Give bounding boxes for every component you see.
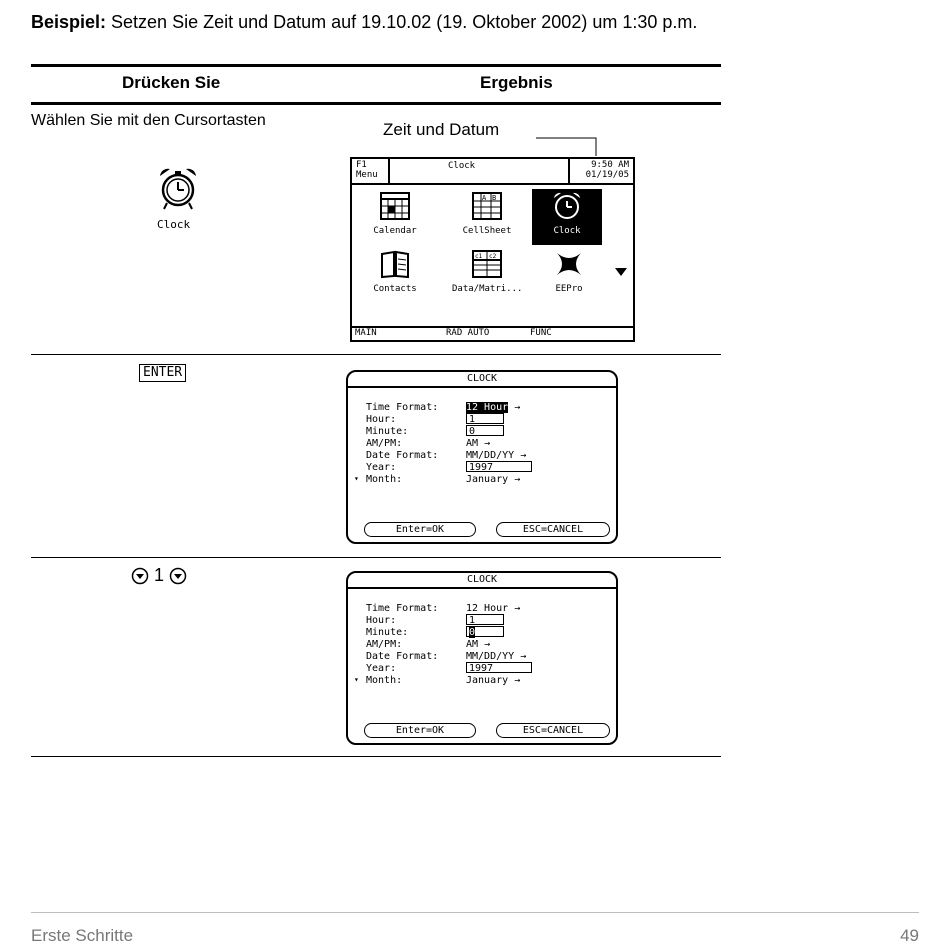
scroll-down-triangle-icon: ▾ <box>354 675 359 684</box>
app-clock-selected[interactable] <box>532 189 602 245</box>
am-pm-value: AM <box>466 438 479 449</box>
year-field[interactable] <box>466 662 532 674</box>
app-contacts[interactable] <box>360 249 430 294</box>
label-date-format: Date Format: <box>366 651 439 662</box>
am-pm-select[interactable] <box>466 438 490 449</box>
label-month: Month: <box>366 474 403 485</box>
minute-field[interactable] <box>466 626 504 638</box>
am-pm-value: AM <box>466 639 479 650</box>
app-eepro[interactable] <box>534 249 604 294</box>
right-arrow-icon: → <box>514 675 521 686</box>
table-top-rule <box>31 64 721 67</box>
am-pm-select[interactable] <box>466 639 490 650</box>
date-format-value: MM/DD/YY <box>466 651 515 662</box>
label-am-pm: AM/PM: <box>366 639 403 650</box>
app-label: CellSheet <box>462 226 512 236</box>
label-year: Year: <box>366 462 397 473</box>
dialog-title: CLOCK <box>348 372 616 388</box>
status-graph: FUNC <box>530 328 552 338</box>
date-format-value: MM/DD/YY <box>466 450 515 461</box>
month-select[interactable] <box>466 675 520 686</box>
data-matrix-icon <box>471 249 503 279</box>
label-am-pm: AM/PM: <box>366 438 403 449</box>
time-format-select[interactable] <box>466 603 520 614</box>
label-date-format: Date Format: <box>366 450 439 461</box>
address-book-icon <box>379 249 411 279</box>
app-cellsheet[interactable] <box>452 191 522 236</box>
right-arrow-icon: → <box>520 651 527 662</box>
label-time-format: Time Format: <box>366 603 439 614</box>
keystroke-digit: 1 <box>154 565 165 585</box>
footer-section: Erste Schritte <box>31 926 134 945</box>
label-year: Year: <box>366 663 397 674</box>
header-bottom-rule <box>31 102 721 105</box>
spreadsheet-icon <box>471 191 503 221</box>
date-format-select[interactable] <box>466 450 526 461</box>
hour-value: 1 <box>466 614 504 625</box>
footer-rule <box>31 912 919 913</box>
right-arrow-icon: → <box>484 639 491 650</box>
row-divider <box>31 557 721 558</box>
right-arrow-icon: → <box>514 474 521 485</box>
year-value: 1997 <box>466 662 532 673</box>
eepro-star-icon <box>553 249 585 279</box>
year-field[interactable] <box>466 461 532 473</box>
footer-page-number: 49 <box>900 926 919 945</box>
dialog-title: CLOCK <box>348 573 616 589</box>
minute-field[interactable] <box>466 425 504 437</box>
minute-value: 0 <box>466 626 504 637</box>
desktop-time: 9:50 AM <box>591 160 629 170</box>
press-cell-1: Wählen Sie mit den Cursortasten <box>31 112 266 129</box>
alarm-clock-icon <box>155 165 201 211</box>
time-format-select[interactable] <box>466 402 520 413</box>
calendar-icon <box>379 191 411 221</box>
month-select[interactable] <box>466 474 520 485</box>
col-header-press: Drücken Sie <box>122 73 221 92</box>
callout-label: Zeit und Datum <box>383 120 500 139</box>
date-format-select[interactable] <box>466 651 526 662</box>
status-mode: MAIN <box>355 328 377 338</box>
app-label: Data/Matri... <box>452 284 523 294</box>
example-intro <box>31 12 697 33</box>
f1-menu-tab[interactable] <box>356 160 378 180</box>
cursor-down-icon <box>169 567 187 585</box>
label-time-format: Time Format: <box>366 402 439 413</box>
minute-value: 0 <box>466 425 504 436</box>
callout-leader-line <box>534 136 604 158</box>
label-hour: Hour: <box>366 615 397 626</box>
month-value: January <box>466 675 509 686</box>
app-label: EEPro <box>555 284 583 294</box>
alarm-clock-icon <box>551 191 583 221</box>
svg-text:c1: c1 <box>475 253 483 260</box>
row-divider <box>31 354 721 355</box>
label-minute: Minute: <box>366 627 409 638</box>
enter-key: ENTER <box>139 364 186 382</box>
svg-text:c2: c2 <box>489 253 497 260</box>
clock-icon-label: Clock <box>157 218 191 231</box>
esc-cancel-button[interactable]: ESC=CANCEL <box>496 522 610 537</box>
scroll-down-triangle-icon: ▾ <box>354 474 359 483</box>
hour-field[interactable] <box>466 614 504 626</box>
desktop-clock <box>586 160 629 180</box>
desktop-date: 01/19/05 <box>585 170 629 180</box>
f1-label: F1 <box>356 160 367 170</box>
clock-dialog <box>346 571 618 745</box>
app-label: Clock <box>553 226 581 236</box>
desktop-title: Clock <box>448 161 476 171</box>
clock-dialog <box>346 370 618 544</box>
time-format-value: 12 Hour <box>466 603 509 614</box>
col-header-result: Ergebnis <box>480 73 553 92</box>
app-data-matrix[interactable] <box>452 249 522 294</box>
status-bar <box>352 326 633 340</box>
scroll-down-arrow-icon[interactable] <box>614 267 628 277</box>
right-arrow-icon: → <box>514 603 521 614</box>
keystroke-sequence <box>131 565 187 586</box>
cursor-down-icon <box>131 567 149 585</box>
example-label: Beispiel: <box>31 12 107 32</box>
label-minute: Minute: <box>366 426 409 437</box>
svg-text:A: A <box>482 194 487 202</box>
hour-field[interactable] <box>466 413 504 425</box>
toolbar-divider <box>568 159 570 183</box>
label-hour: Hour: <box>366 414 397 425</box>
esc-cancel-button[interactable]: ESC=CANCEL <box>496 723 610 738</box>
hour-value: 1 <box>466 413 504 424</box>
desktop-toolbar <box>352 159 633 185</box>
app-label: Calendar <box>373 226 417 236</box>
time-format-value: 12 Hour <box>466 402 509 413</box>
example-text: Setzen Sie Zeit und Datum auf 19.10.02 (19. Oktober 2002) um 1:30 p.m. <box>106 12 698 32</box>
label-month: Month: <box>366 675 403 686</box>
enter-ok-button[interactable]: Enter=OK <box>364 723 476 738</box>
app-label: Contacts <box>373 284 417 294</box>
apps-desktop-screen <box>350 157 635 342</box>
right-arrow-icon: → <box>484 438 491 449</box>
app-calendar[interactable] <box>360 191 430 236</box>
month-value: January <box>466 474 509 485</box>
right-arrow-icon: → <box>520 450 527 461</box>
status-angle: RAD AUTO <box>446 328 490 338</box>
toolbar-divider <box>388 159 390 183</box>
year-value: 1997 <box>466 461 532 472</box>
enter-ok-button[interactable]: Enter=OK <box>364 522 476 537</box>
svg-text:B: B <box>492 194 497 202</box>
f1-sub-label: Menu <box>356 170 378 180</box>
right-arrow-icon: → <box>514 402 521 413</box>
table-bottom-rule <box>31 756 721 757</box>
